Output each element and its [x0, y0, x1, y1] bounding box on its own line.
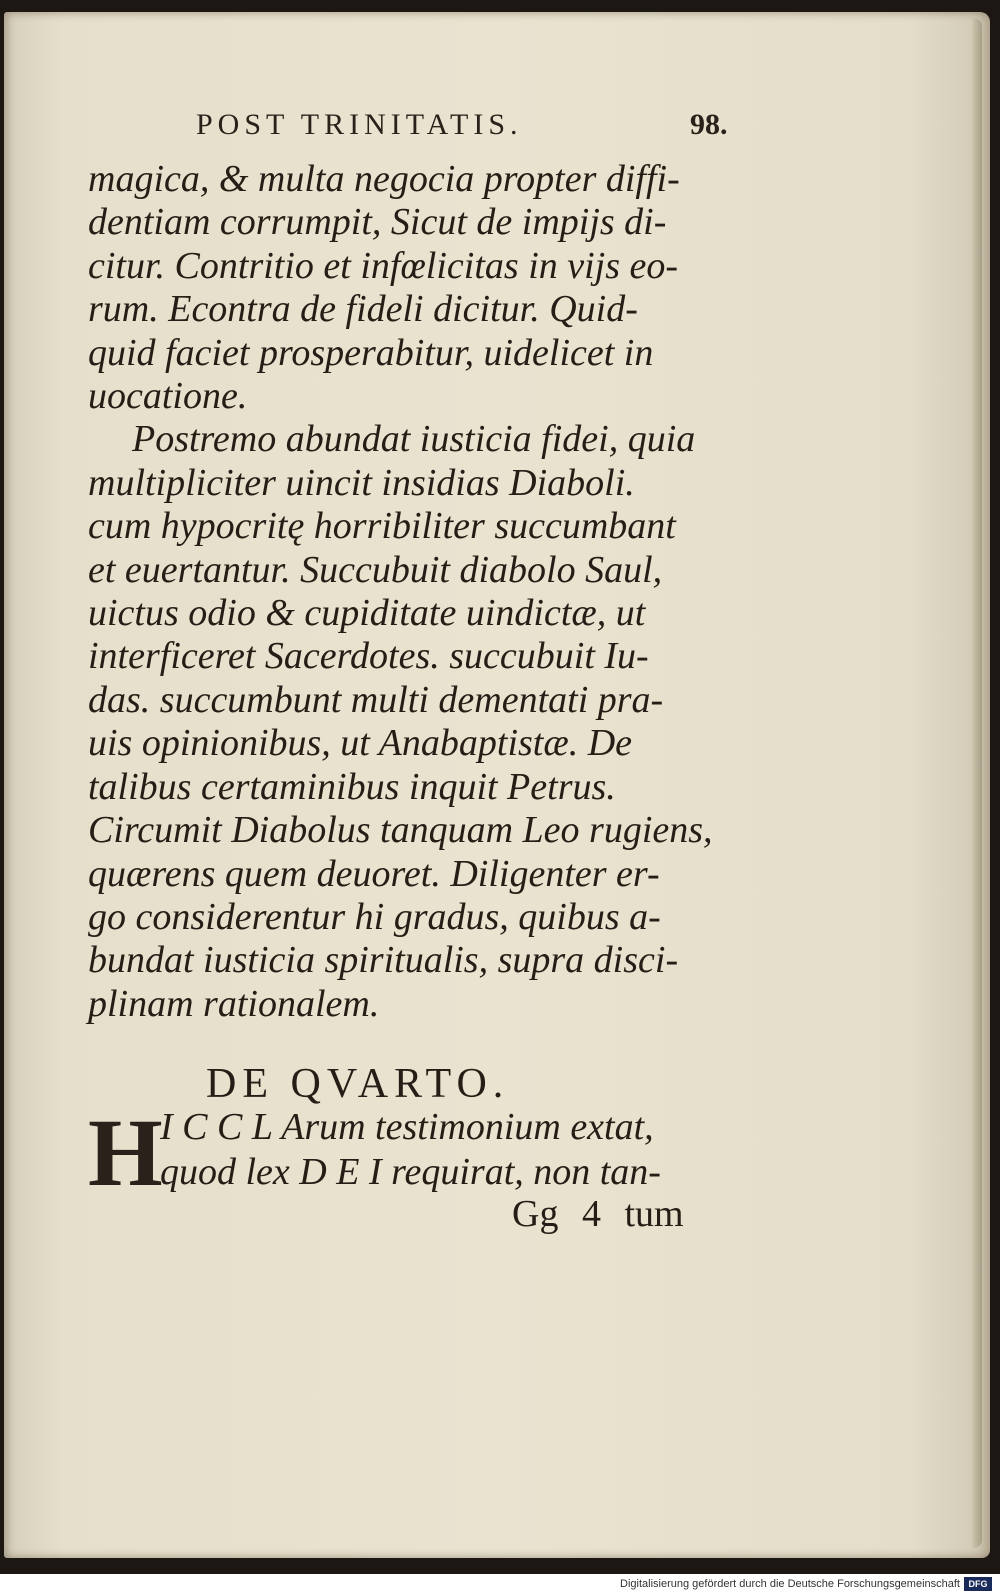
footer-bar	[0, 1574, 1000, 1596]
text-line: uocatione.	[88, 375, 248, 418]
text-line: I C C L Arum testimonium extat,	[160, 1106, 654, 1148]
text-line: magica, & multa negocia propter diffi-	[88, 158, 680, 200]
text-line: talibus certaminibus inquit Petrus.	[88, 765, 616, 808]
text-line: quid faciet prosperabitur, uidelicet in	[88, 331, 654, 374]
page-edge	[972, 18, 982, 1548]
text-line: Postremo abundat iusticia fidei, quia	[132, 418, 696, 461]
running-head: POST TRINITATIS.	[196, 108, 523, 141]
folio-number: 98.	[690, 108, 728, 141]
text-line: dentiam corrumpit, Sicut de impijs di-	[88, 201, 667, 244]
text-line: uictus odio & cupiditate uindictæ, ut	[88, 592, 646, 635]
text-line: Circumit Diabolus tanquam Leo rugiens,	[88, 809, 713, 852]
text-line: go considerentur hi gradus, quibus a-	[88, 895, 661, 938]
text-line: bundat iusticia spiritualis, supra disci-	[88, 939, 679, 982]
text-line: et euertantur. Succubuit diabolo Saul,	[88, 548, 663, 591]
text-line: uis opinionibus, ut Anabaptistæ. De	[88, 722, 633, 765]
drop-capital: H	[88, 1099, 163, 1206]
dfg-logo: DFG	[964, 1577, 992, 1591]
text-line: das. succumbunt multi dementati pra-	[88, 678, 664, 721]
text-line: citur. Contritio et infœlicitas in vijs eo-	[88, 244, 679, 287]
text-line: plinam rationalem.	[88, 982, 380, 1025]
text-line: rum. Econtra de fideli dicitur. Quid-	[88, 288, 638, 331]
text-line: interficeret Sacerdotes. succubuit Iu-	[88, 635, 649, 678]
section-heading: DE QVARTO.	[206, 1061, 510, 1107]
text-line: quærens quem deuoret. Diligenter er-	[88, 852, 660, 895]
catchword: Gg 4 tum	[512, 1193, 684, 1235]
body-text	[88, 158, 753, 1026]
footer-credit: Digitalisierung gefördert durch die Deutsche Forschungsgemeinschaft	[620, 1578, 960, 1590]
text-line: cum hypocritę horribiliter succumbant	[88, 505, 676, 548]
text-line: multipliciter uincit insidias Diaboli.	[88, 461, 635, 504]
text-line: quod lex D E I requirat, non tan-	[160, 1151, 661, 1193]
